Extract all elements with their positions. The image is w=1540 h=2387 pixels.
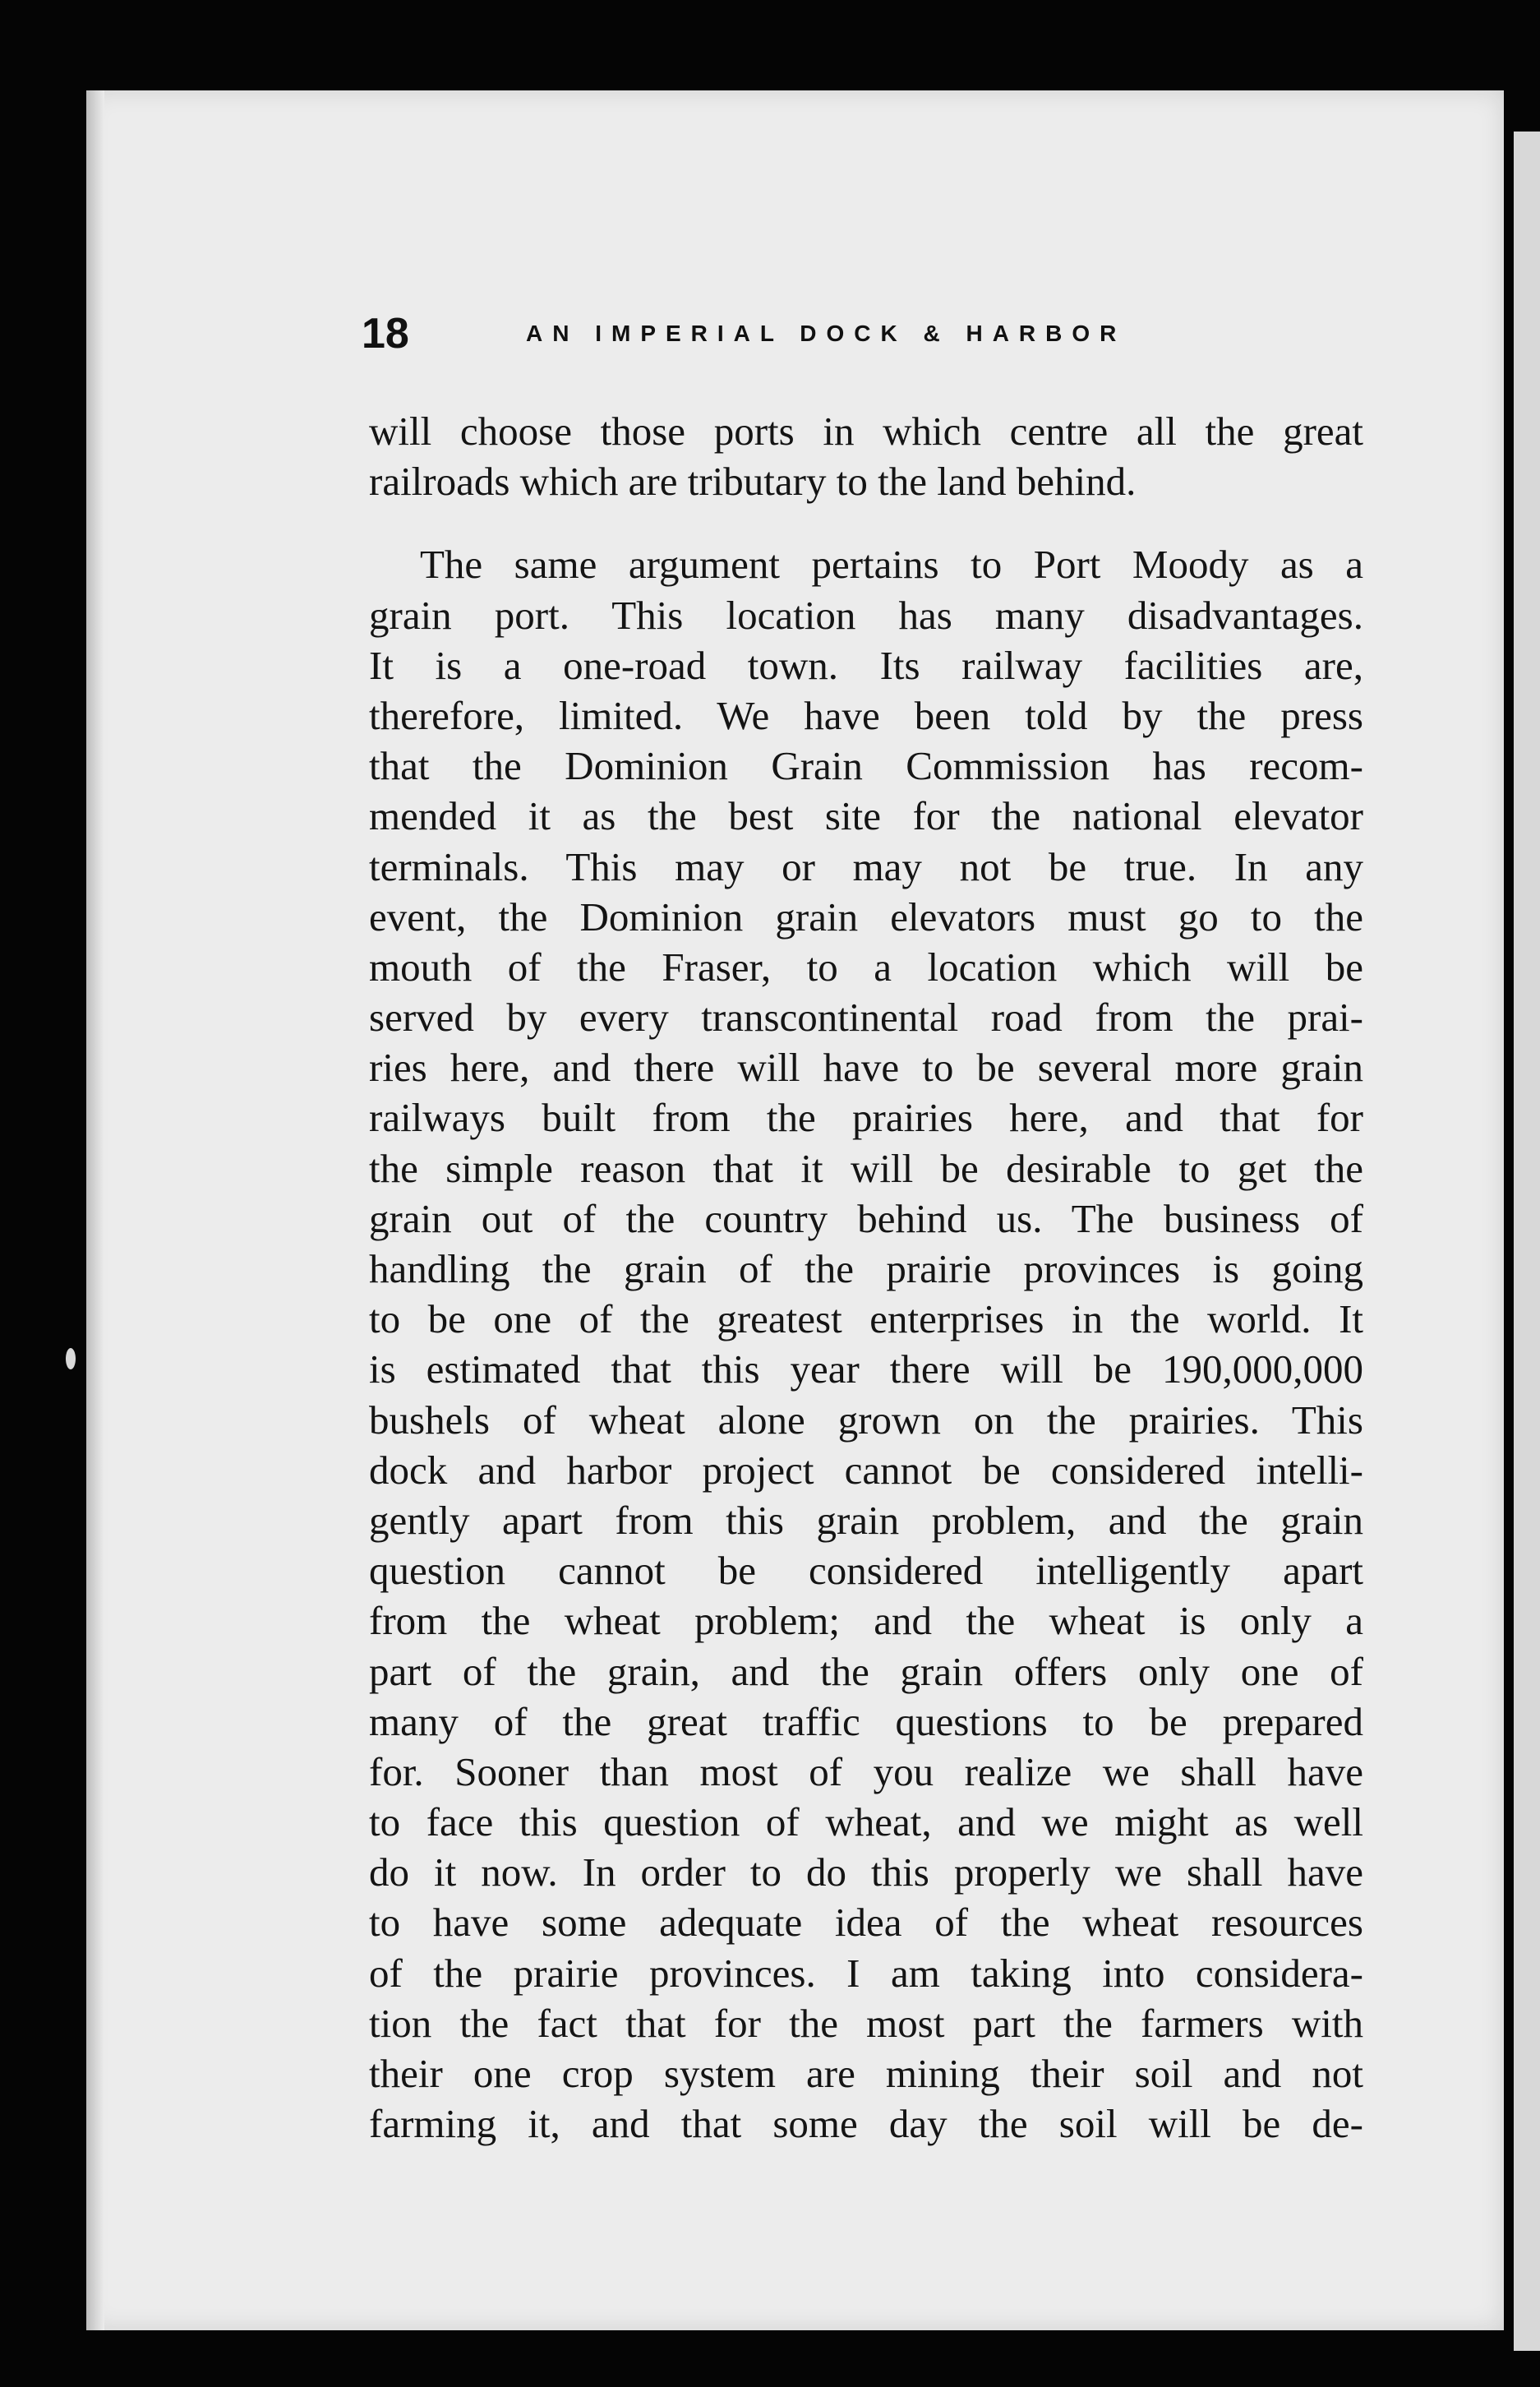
text-line: terminals. This may or may not be true. In any <box>369 843 1363 889</box>
page-header <box>362 309 1266 383</box>
text-line: farming it, and that some day the soil will be de- <box>369 2101 1363 2147</box>
text-line: dock and harbor project cannot be considered intelli- <box>369 1447 1363 1493</box>
binding-hole <box>66 1348 76 1369</box>
text-line: grain out of the country behind us. The business of <box>369 1195 1363 1241</box>
text-line: will choose those ports in which centre all the great <box>369 409 1363 454</box>
text-line: from the wheat problem; and the wheat is only a <box>369 1598 1363 1644</box>
text-line: mended it as the best site for the national elevator <box>369 793 1363 839</box>
page-gutter-shadow <box>86 90 104 2330</box>
page-number: 18 <box>362 310 409 358</box>
text-line: mouth of the Fraser, to a location which will be <box>369 944 1363 990</box>
text-line: ries here, and there will have to be several more grain <box>369 1045 1363 1091</box>
text-line: handling the grain of the prairie provinces is going <box>369 1246 1363 1291</box>
text-line: to be one of the greatest enterprises in the world. It <box>369 1296 1363 1342</box>
text-line: to face this question of wheat, and we might as well <box>369 1799 1363 1845</box>
text-line: railroads which are tributary to the land behind. <box>369 459 1137 505</box>
text-line: bushels of wheat alone grown on the prairies. This <box>369 1397 1363 1443</box>
running-head: AN IMPERIAL DOCK & HARBOR <box>526 321 1127 346</box>
text-line: therefore, limited. We have been told by the press <box>369 692 1363 738</box>
text-line: railways built from the prairies here, and that for <box>369 1095 1363 1141</box>
body-text <box>369 406 1363 2149</box>
text-line: tion the fact that for the most part the farmers with <box>369 2000 1363 2046</box>
text-line: event, the Dominion grain elevators must go to the <box>369 893 1363 940</box>
text-line: their one crop system are mining their soil and not <box>369 2051 1363 2096</box>
text-line: gently apart from this grain problem, and the grain <box>369 1497 1363 1543</box>
text-line: It is a one-road town. Its railway facilities are, <box>369 642 1363 688</box>
text-line: do it now. In order to do this properly we shall have <box>369 1849 1363 1895</box>
adjacent-page-edge <box>1514 132 1540 2351</box>
text-line: of the prairie provinces. I am taking into considera- <box>369 1950 1363 1996</box>
text-line: grain port. This location has many disadvantages. <box>369 592 1363 638</box>
text-line: served by every transcontinental road from the prai- <box>369 995 1363 1041</box>
text-line: question cannot be considered intelligently apart <box>369 1548 1363 1594</box>
text-line: part of the grain, and the grain offers only one of <box>369 1648 1363 1694</box>
text-line: is estimated that this year there will be 190,000,000 <box>369 1346 1363 1392</box>
text-line: for. Sooner than most of you realize we shall have <box>369 1748 1363 1794</box>
text-line: the simple reason that it will be desirable to get the <box>369 1145 1363 1191</box>
text-line: to have some adequate idea of the wheat resources <box>369 1900 1363 1946</box>
text-line: many of the great traffic questions to be prepared <box>369 1698 1363 1744</box>
text-line: The same argument pertains to Port Moody as a <box>420 542 1363 588</box>
text-line: that the Dominion Grain Commission has recom- <box>369 743 1363 789</box>
